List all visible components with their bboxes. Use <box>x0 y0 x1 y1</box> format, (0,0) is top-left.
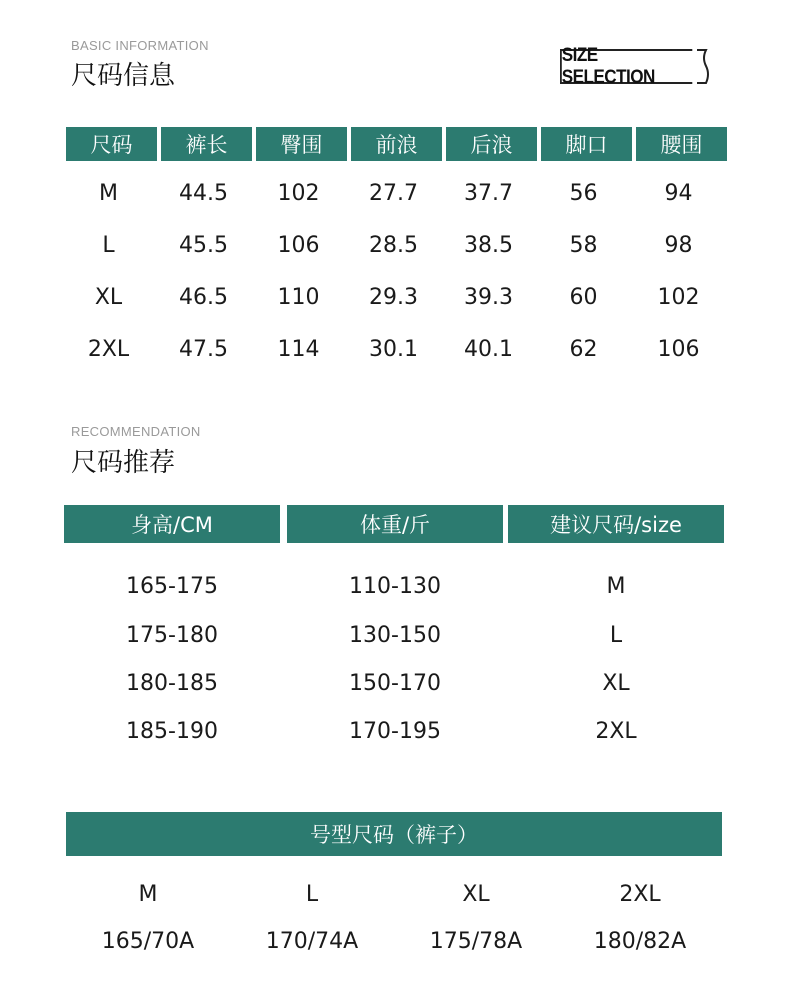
table-cell: XL <box>94 284 123 310</box>
table-cell: 94 <box>664 180 693 206</box>
basic-info-subtitle: BASIC INFORMATION <box>71 38 209 53</box>
size-selection-badge: SIZE SELECTION <box>560 49 692 84</box>
header-cell: 身高/CM <box>64 505 280 543</box>
size-label: M <box>138 881 158 907</box>
size-code: 175/78A <box>429 928 523 954</box>
table-cell: 180-185 <box>126 670 218 696</box>
header-cell: 腰围 <box>636 127 727 161</box>
table-cell: 110 <box>277 284 320 310</box>
table-cell: 30.1 <box>369 336 418 362</box>
table-cell: 29.3 <box>369 284 418 310</box>
table-row <box>64 617 724 653</box>
header-cell: 臀围 <box>256 127 347 161</box>
table-cell: 114 <box>277 336 320 362</box>
table-cell: 38.5 <box>464 232 513 258</box>
header-cell: 裤长 <box>161 127 252 161</box>
size-code: 170/74A <box>265 928 359 954</box>
size-code-header: 号型尺码（裤子） <box>66 812 722 856</box>
table-row <box>64 665 724 701</box>
table-cell: L <box>102 232 115 258</box>
table-cell: 37.7 <box>464 180 513 206</box>
table-cell: 106 <box>277 232 320 258</box>
table-cell: 106 <box>657 336 700 362</box>
badge-notch-icon <box>697 49 711 84</box>
size-table-header <box>66 127 727 161</box>
table-cell: 150-170 <box>349 670 441 696</box>
table-cell: 170-195 <box>349 718 441 744</box>
table-cell: 28.5 <box>369 232 418 258</box>
recommend-table-header <box>64 505 724 543</box>
table-cell: 102 <box>277 180 320 206</box>
size-label: L <box>305 881 319 907</box>
header-cell: 后浪 <box>446 127 537 161</box>
header-cell: 体重/斤 <box>287 505 503 543</box>
table-row <box>61 175 726 211</box>
table-cell: 130-150 <box>349 622 441 648</box>
table-cell: 98 <box>664 232 693 258</box>
table-cell: 44.5 <box>179 180 228 206</box>
size-label-row <box>66 876 722 912</box>
size-code: 180/82A <box>593 928 687 954</box>
table-cell: M <box>99 180 118 206</box>
size-label: XL <box>462 881 490 907</box>
table-cell: M <box>606 573 626 599</box>
size-code-row <box>66 923 722 959</box>
table-cell: 58 <box>569 232 598 258</box>
table-cell: 39.3 <box>464 284 513 310</box>
table-cell: 175-180 <box>126 622 218 648</box>
table-cell: 185-190 <box>126 718 218 744</box>
size-recommend-title: 尺码推荐 <box>71 448 176 478</box>
table-row <box>61 227 726 263</box>
size-label: 2XL <box>619 881 661 907</box>
table-cell: 102 <box>657 284 700 310</box>
recommendation-subtitle: RECOMMENDATION <box>71 424 201 439</box>
table-cell: 45.5 <box>179 232 228 258</box>
table-cell: 2XL <box>595 718 637 744</box>
table-cell: 47.5 <box>179 336 228 362</box>
table-cell: 56 <box>569 180 598 206</box>
table-row <box>64 713 724 749</box>
table-cell: 62 <box>569 336 598 362</box>
table-row <box>61 331 726 367</box>
header-cell: 建议尺码/size <box>508 505 724 543</box>
table-cell: 40.1 <box>464 336 513 362</box>
size-info-title: 尺码信息 <box>71 61 176 91</box>
header-cell: 前浪 <box>351 127 442 161</box>
header-cell: 尺码 <box>66 127 157 161</box>
table-cell: 165-175 <box>126 573 218 599</box>
table-cell: XL <box>602 670 630 696</box>
table-cell: L <box>609 622 623 648</box>
table-row <box>61 279 726 315</box>
table-cell: 2XL <box>87 336 130 362</box>
table-cell: 110-130 <box>349 573 441 599</box>
header-cell: 脚口 <box>541 127 632 161</box>
table-row <box>64 568 724 604</box>
size-code: 165/70A <box>101 928 195 954</box>
table-cell: 27.7 <box>369 180 418 206</box>
table-cell: 60 <box>569 284 598 310</box>
table-cell: 46.5 <box>179 284 228 310</box>
